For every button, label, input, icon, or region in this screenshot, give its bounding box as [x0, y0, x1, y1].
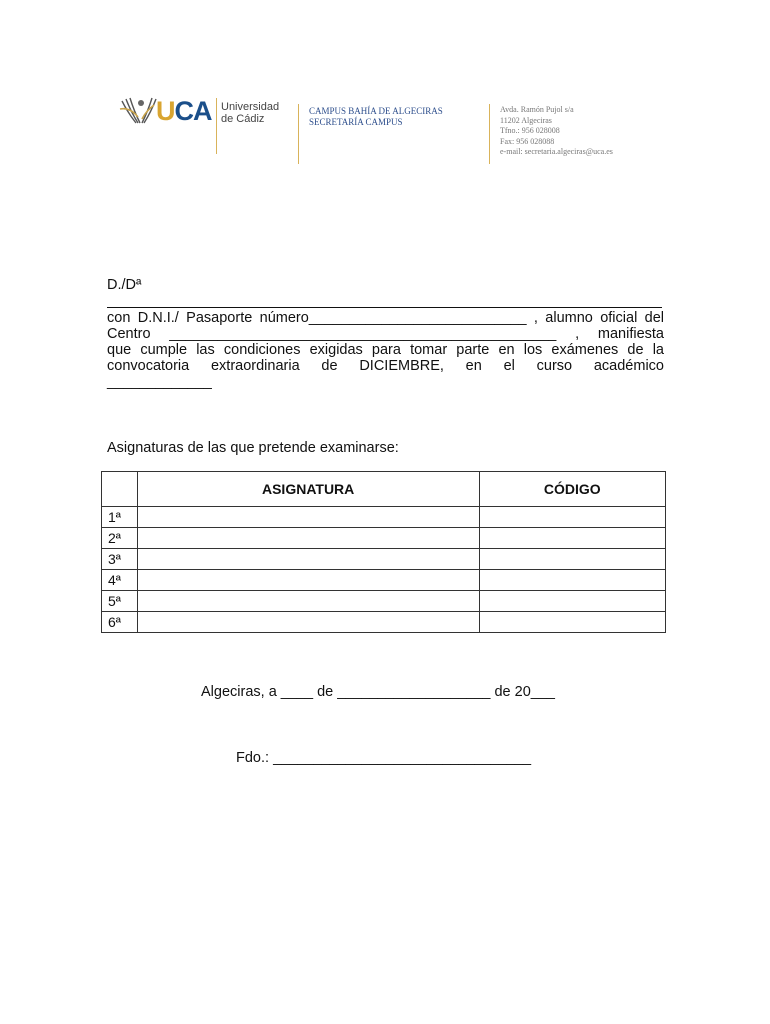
- table-header-row: [102, 472, 666, 507]
- subject-name-cell[interactable]: [137, 507, 479, 528]
- subjects-table: [101, 471, 666, 633]
- university-name-line2: de Cádiz: [221, 113, 265, 125]
- conditions-line-text: que cumple las condiciones exigidas para tomar parte en los exámenes de la: [107, 342, 664, 358]
- salutation: D./Dª: [107, 277, 142, 293]
- conditions-line: [107, 342, 664, 359]
- subject-code-cell[interactable]: [479, 591, 665, 612]
- subject-code-cell[interactable]: [479, 528, 665, 549]
- table-row: [102, 549, 666, 570]
- row-number: 4ª: [102, 570, 138, 591]
- address-email: e-mail: secretaria.algeciras@uca.es: [500, 147, 613, 156]
- campus-block: [309, 106, 443, 128]
- uca-logo-text: [156, 96, 212, 126]
- header-divider-2: [298, 104, 299, 164]
- academic-year-blank[interactable]: _____________: [107, 374, 212, 390]
- address-fax: Fax: 956 028088: [500, 136, 555, 146]
- row-number: 6ª: [102, 612, 138, 633]
- uca-logo-u: U: [156, 96, 175, 126]
- header-number: [102, 472, 138, 507]
- subject-code-cell[interactable]: [479, 612, 665, 633]
- table-row: [102, 528, 666, 549]
- subject-name-cell[interactable]: [137, 528, 479, 549]
- header-codigo: CÓDIGO: [479, 472, 665, 507]
- dni-line: [107, 310, 664, 327]
- table-row: [102, 612, 666, 633]
- convocatoria-line: [107, 358, 664, 375]
- row-number: 5ª: [102, 591, 138, 612]
- uca-logo-ca: CA: [174, 96, 212, 126]
- row-number: 1ª: [102, 507, 138, 528]
- row-number: 2ª: [102, 528, 138, 549]
- dni-line-text: con D.N.I./ Pasaporte número___________________________ , alumno oficial del: [107, 310, 664, 326]
- subject-code-cell[interactable]: [479, 507, 665, 528]
- address-city: 11202 Algeciras: [500, 115, 552, 125]
- subjects-intro: Asignaturas de las que pretende examinarse:: [107, 440, 399, 456]
- subject-name-cell[interactable]: [137, 549, 479, 570]
- date-line[interactable]: Algeciras, a ____ de ___________________ de 20___: [201, 684, 555, 700]
- subject-code-cell[interactable]: [479, 549, 665, 570]
- header-divider-1: [216, 98, 217, 154]
- name-line[interactable]: [107, 307, 662, 308]
- subject-name-cell[interactable]: [137, 591, 479, 612]
- address-street: Avda. Ramón Pujol s/a: [500, 105, 574, 114]
- subject-code-cell[interactable]: [479, 570, 665, 591]
- row-number: 3ª: [102, 549, 138, 570]
- university-name: [221, 101, 279, 125]
- table-row: [102, 570, 666, 591]
- header-asignatura: ASIGNATURA: [137, 472, 479, 507]
- table-row: [102, 507, 666, 528]
- centro-line: [107, 326, 664, 343]
- subject-name-cell[interactable]: [137, 570, 479, 591]
- campus-office: SECRETARÍA CAMPUS: [309, 117, 403, 127]
- centro-line-text: Centro ________________________________________________ , manifiesta: [107, 326, 664, 342]
- campus-name: CAMPUS BAHÍA DE ALGECIRAS: [309, 106, 443, 116]
- address-phone: Tfno.: 956 028008: [500, 126, 560, 135]
- signature-line[interactable]: Fdo.: ________________________________: [236, 750, 532, 766]
- subject-name-cell[interactable]: [137, 612, 479, 633]
- convocatoria-line-text: convocatoria extraordinaria de DICIEMBRE, en el curso académico: [107, 358, 664, 374]
- university-name-line1: Universidad: [221, 101, 280, 113]
- address-block: [500, 105, 613, 158]
- header-divider-3: [489, 104, 490, 164]
- table-row: [102, 591, 666, 612]
